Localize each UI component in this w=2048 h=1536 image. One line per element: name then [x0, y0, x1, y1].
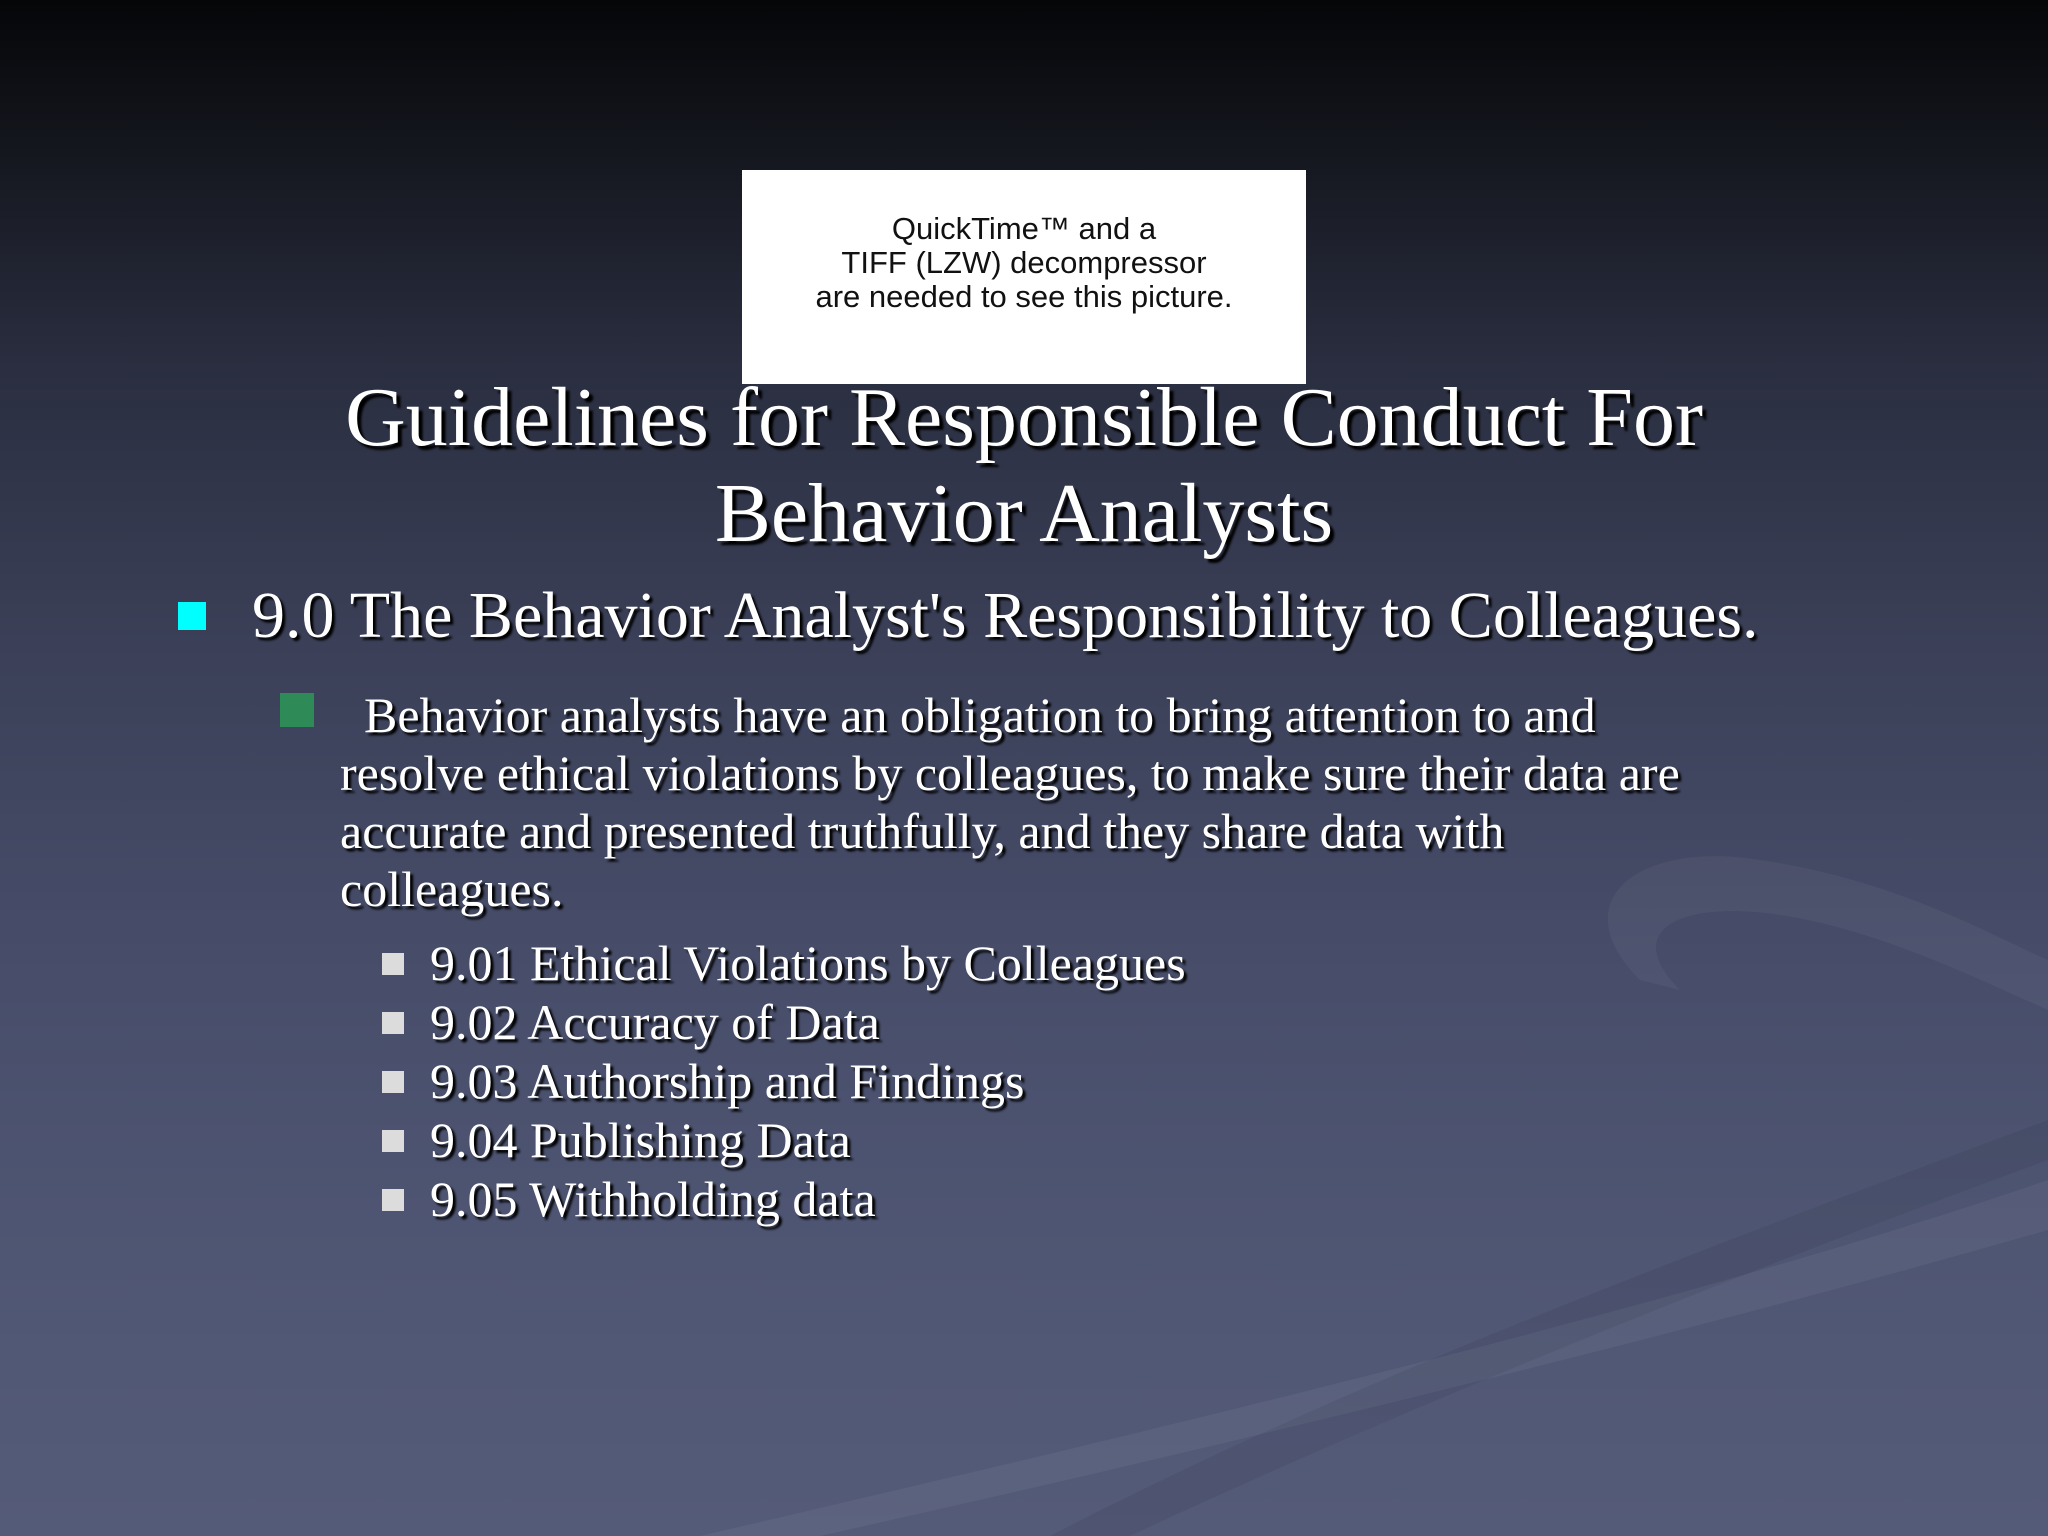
list-item-text: 9.03 Authorship and Findings: [430, 1053, 1025, 1109]
square-bullet-icon: [382, 1189, 404, 1211]
quicktime-placeholder-image: [742, 170, 1306, 384]
sub-bullet-line: resolve ethical violations by colleagues, to make sure their data are: [340, 745, 1680, 801]
code-items-list: [382, 934, 1186, 1229]
placeholder-line: QuickTime™ and a: [891, 211, 1157, 246]
list-item: [382, 993, 1186, 1052]
list-item: [382, 1052, 1186, 1111]
placeholder-line: TIFF (LZW) decompressor: [841, 245, 1207, 280]
square-bullet-icon: [280, 693, 314, 727]
slide-title: [150, 370, 1898, 562]
slide-title-line-2: Behavior Analysts: [714, 467, 1334, 560]
list-item-text: 9.01 Ethical Violations by Colleagues: [430, 935, 1186, 991]
list-item: [382, 934, 1186, 993]
list-item-text: 9.02 Accuracy of Data: [430, 994, 880, 1050]
sub-bullet-text: [340, 686, 1840, 918]
sub-bullet-line: accurate and presented truthfully, and they share data with: [340, 803, 1505, 859]
list-item: [382, 1170, 1186, 1229]
slide-title-line-1: Guidelines for Responsible Conduct For: [345, 371, 1703, 464]
list-item-text: 9.05 Withholding data: [430, 1171, 876, 1227]
main-bullet-text: 9.0 The Behavior Analyst's Responsibility to Colleagues.: [252, 579, 1759, 652]
sub-bullet-line: Behavior analysts have an obligation to bring attention to and: [364, 687, 1596, 743]
square-bullet-icon: [382, 953, 404, 975]
square-bullet-icon: [382, 1012, 404, 1034]
list-item-text: 9.04 Publishing Data: [430, 1112, 851, 1168]
sub-bullet-line: colleagues.: [340, 861, 564, 917]
square-bullet-icon: [178, 602, 206, 630]
placeholder-line: are needed to see this picture.: [815, 279, 1233, 314]
list-item: [382, 1111, 1186, 1170]
square-bullet-icon: [382, 1071, 404, 1093]
square-bullet-icon: [382, 1130, 404, 1152]
